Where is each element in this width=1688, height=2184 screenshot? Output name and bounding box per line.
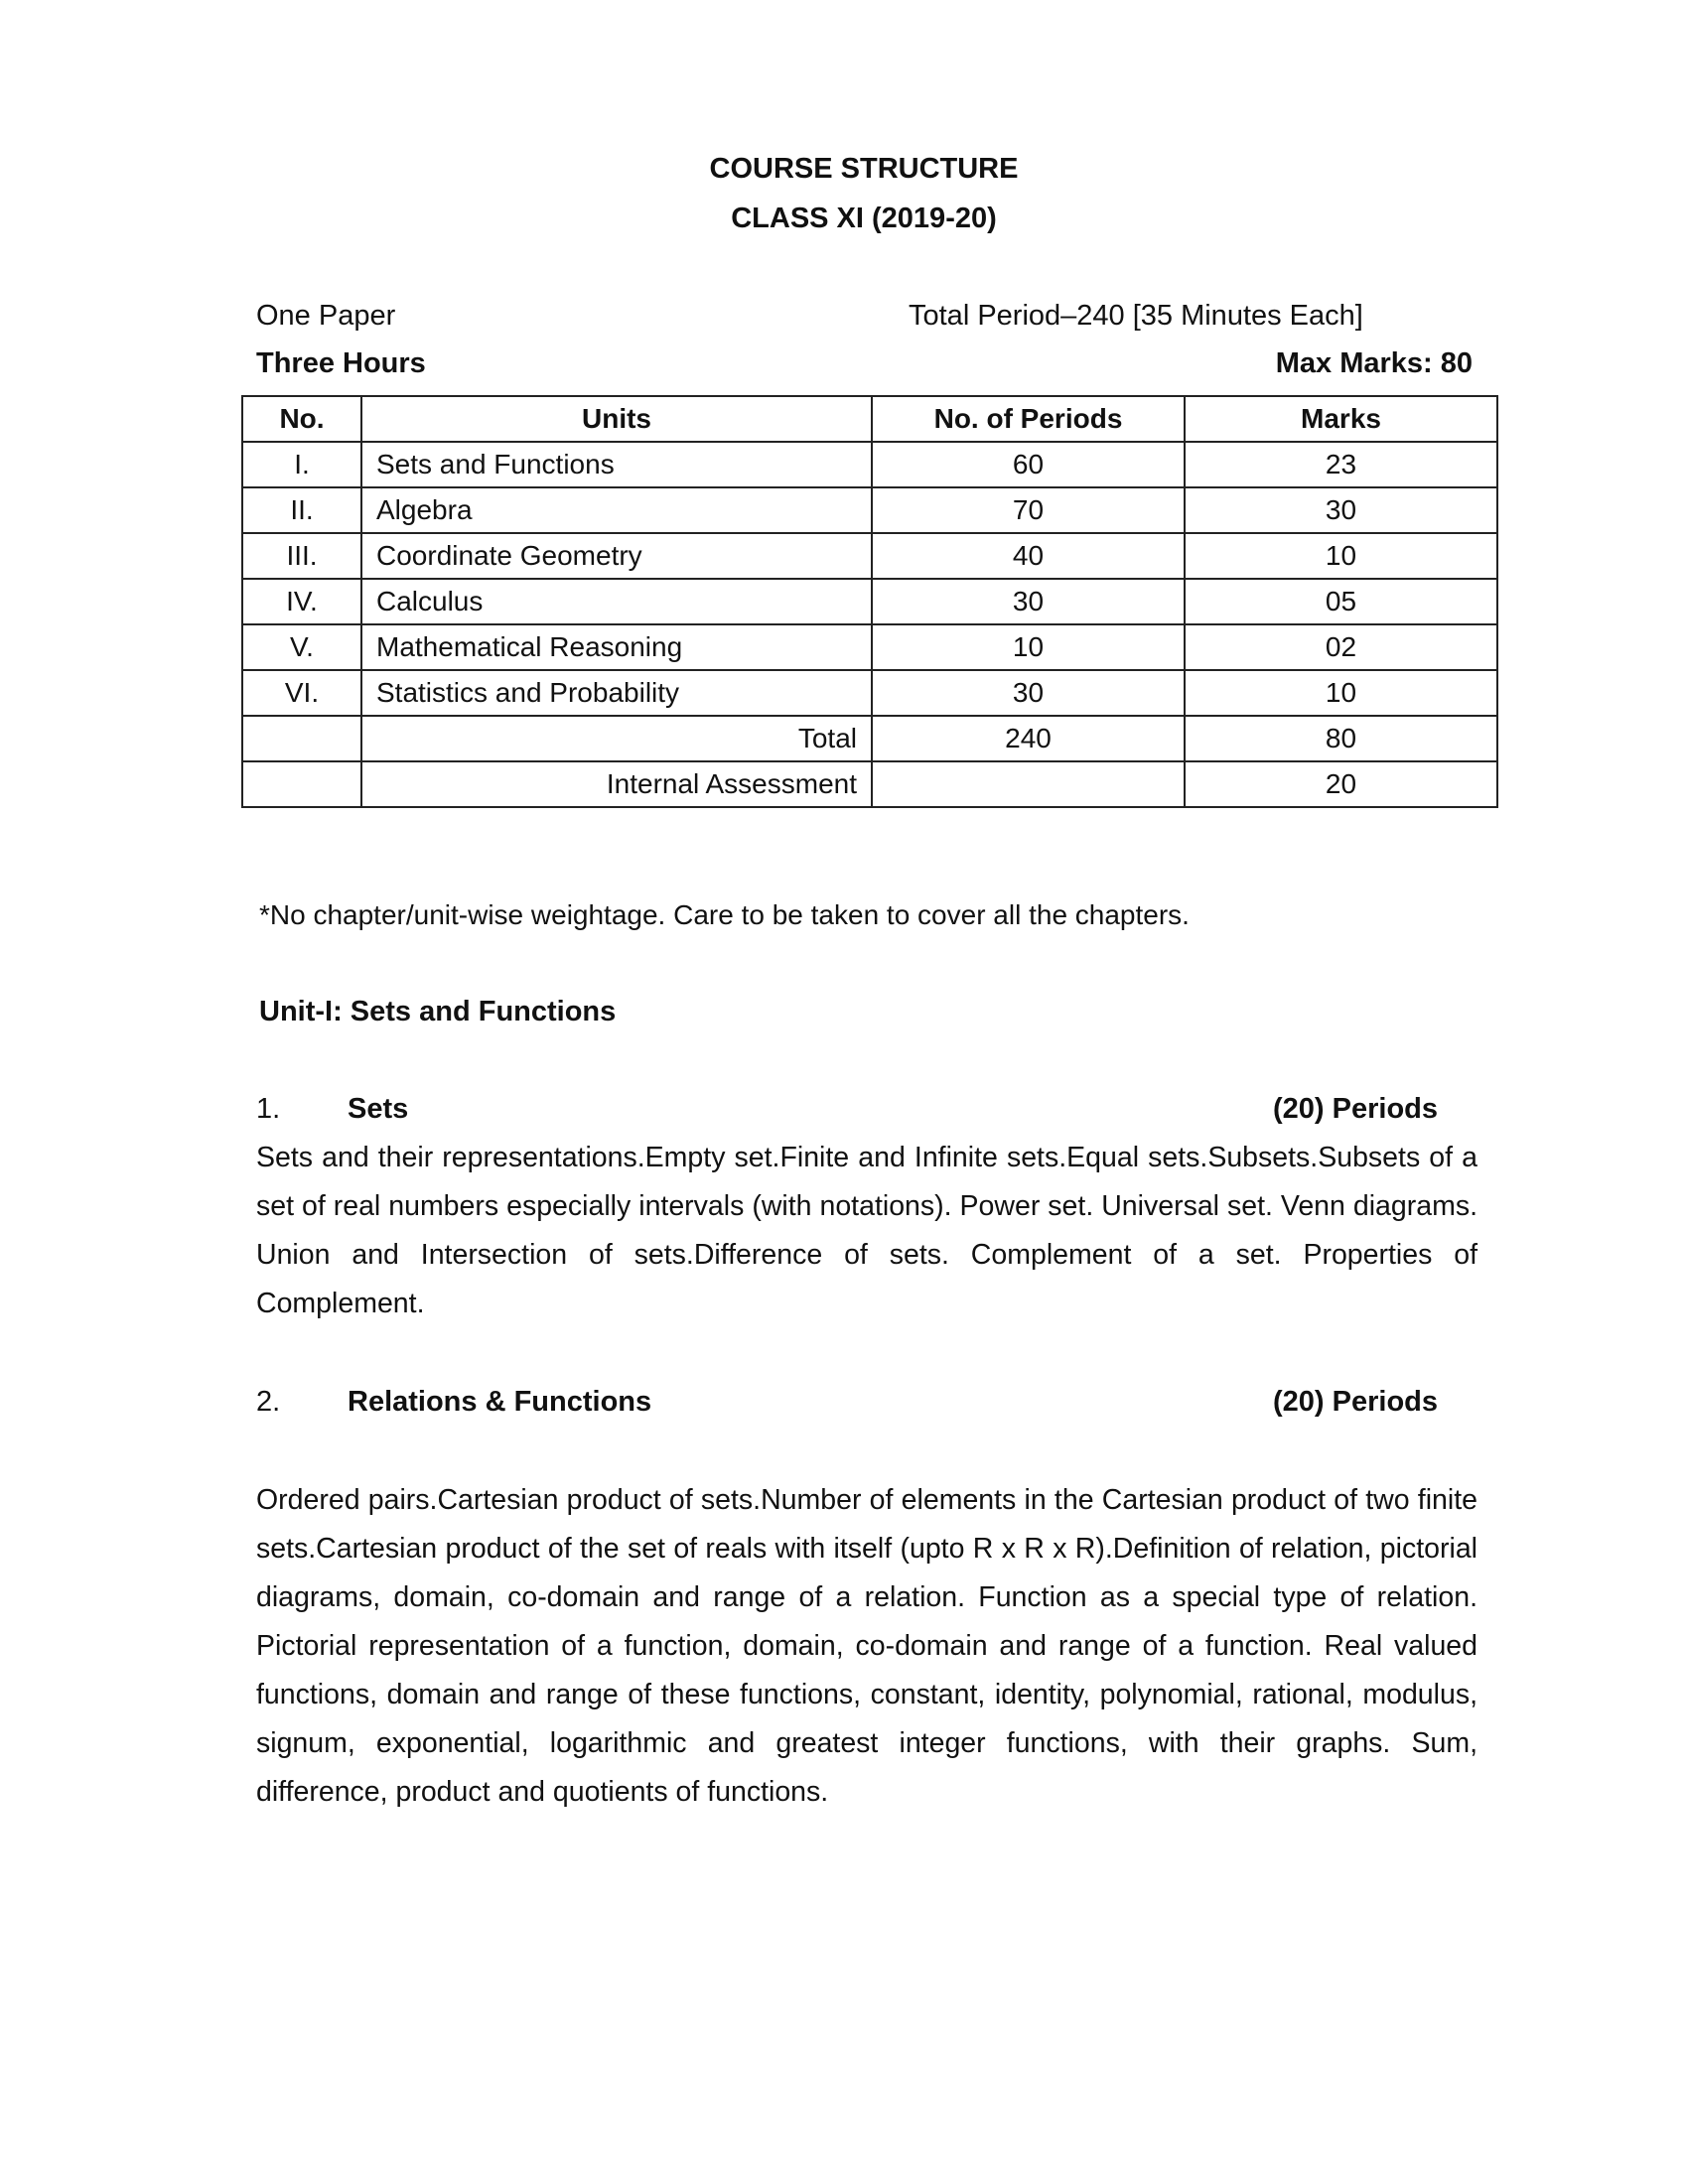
topic-number: 2. (256, 1386, 281, 1418)
page-subtitle: CLASS XI (2019-20) (731, 203, 997, 234)
meta-row-2 (256, 347, 1473, 380)
row-no: II. (242, 487, 361, 533)
header-no: No. (242, 396, 361, 442)
row-unit: Mathematical Reasoning (361, 624, 872, 670)
row-marks: 23 (1185, 442, 1497, 487)
topic-name: Relations & Functions (348, 1386, 652, 1418)
total-period-label: Total Period–240 [35 Minutes Each] (909, 300, 1363, 332)
row-periods: 10 (872, 624, 1185, 670)
row-marks: 02 (1185, 624, 1497, 670)
total-marks: 80 (1185, 716, 1497, 761)
table-row (242, 579, 1497, 624)
row-unit: Sets and Functions (361, 442, 872, 487)
weightage-note: *No chapter/unit-wise weightage. Care to be taken to cover all the chapters. (259, 899, 1190, 930)
total-periods: 240 (872, 716, 1185, 761)
meta-row-1 (256, 300, 1473, 333)
row-unit: Statistics and Probability (361, 670, 872, 716)
row-no: VI. (242, 670, 361, 716)
row-periods: 70 (872, 487, 1185, 533)
topic-name: Sets (348, 1093, 409, 1125)
units-table (241, 395, 1498, 808)
table-row (242, 442, 1497, 487)
row-unit: Calculus (361, 579, 872, 624)
table-header-row (242, 396, 1497, 442)
row-periods: 40 (872, 533, 1185, 579)
topic-description: Sets and their representations.Empty set.Finite and Infinite sets.Equal sets.Subsets.Subsets of a set of real numbers especially intervals (with notations). Power set. Universal set. Venn diagrams. Union and Intersection of sets.Difference of sets. Complement of a set. Properties of Complement. (256, 1142, 1477, 1319)
header-marks: Marks (1185, 396, 1497, 442)
table-row (242, 487, 1497, 533)
page-title: COURSE STRUCTURE (709, 153, 1019, 185)
internal-marks: 20 (1185, 761, 1497, 807)
topic-description: Ordered pairs.Cartesian product of sets.Number of elements in the Cartesian product of two finite sets.Cartesian product of the set of reals with itself (upto R x R x R).Definition of relation, pictorial diagrams, domain, co-domain and range of a relation. Function as a special type of relation. Pictorial representation of a function, domain, co-domain and range of a function. Real valued functions, domain and range of these functions, constant, identity, polynomial, rational, modulus, signum, exponential, logarithmic and greatest integer functions, with their graphs. Sum, difference, product and quotients of functions. (256, 1484, 1477, 1808)
row-periods: 30 (872, 579, 1185, 624)
table-row (242, 670, 1497, 716)
internal-label: Internal Assessment (361, 761, 872, 807)
internal-assessment-row (242, 761, 1497, 807)
internal-no-cell (242, 761, 361, 807)
row-unit: Coordinate Geometry (361, 533, 872, 579)
unit-heading: Unit-I: Sets and Functions (259, 996, 617, 1027)
row-no: I. (242, 442, 361, 487)
topic-periods: (20) Periods (1273, 1093, 1438, 1125)
total-label: Total (361, 716, 872, 761)
header-units: Units (361, 396, 872, 442)
duration-label: Three Hours (256, 347, 426, 379)
topic-number: 1. (256, 1093, 281, 1125)
row-no: V. (242, 624, 361, 670)
row-periods: 60 (872, 442, 1185, 487)
row-no: IV. (242, 579, 361, 624)
row-marks: 30 (1185, 487, 1497, 533)
table-row (242, 624, 1497, 670)
row-marks: 10 (1185, 670, 1497, 716)
max-marks-label: Max Marks: 80 (1275, 347, 1473, 379)
table-row (242, 533, 1497, 579)
paper-label: One Paper (256, 300, 396, 332)
internal-periods (872, 761, 1185, 807)
total-row (242, 716, 1497, 761)
row-marks: 10 (1185, 533, 1497, 579)
row-periods: 30 (872, 670, 1185, 716)
topic-periods: (20) Periods (1273, 1386, 1438, 1418)
row-marks: 05 (1185, 579, 1497, 624)
total-no-cell (242, 716, 361, 761)
header-periods: No. of Periods (872, 396, 1185, 442)
row-no: III. (242, 533, 361, 579)
row-unit: Algebra (361, 487, 872, 533)
